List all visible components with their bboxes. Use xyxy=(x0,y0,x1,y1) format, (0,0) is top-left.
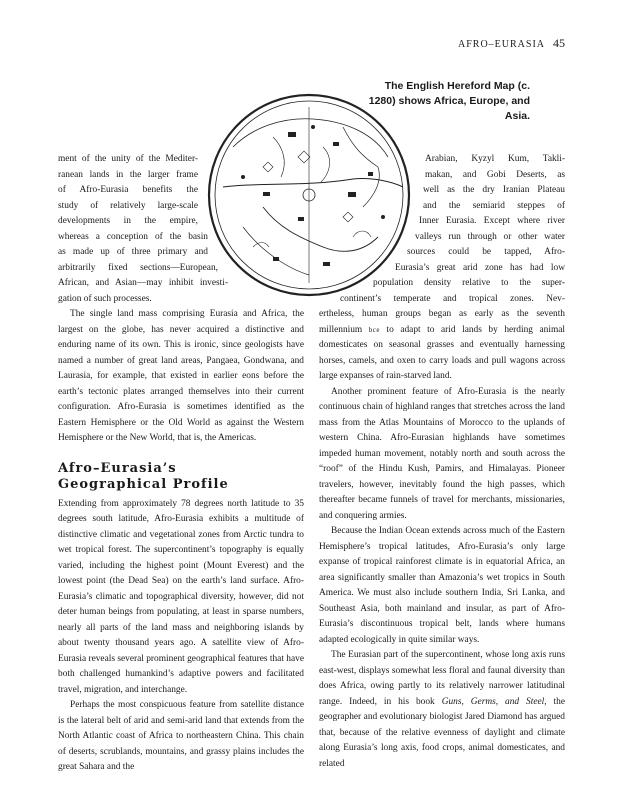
heading-line: Afro–Eurasia’s xyxy=(58,460,177,476)
paragraph: Because the Indian Ocean extends across much of the Eastern Hemisphere’s tropical latitudes, Afro-Eurasia’s only large expanse of tropical rainforest climate is in equatorial Africa, an area significantly smaller than Amazonia’s wet tropics in South America. We must also include southern India, Sri Lanka, and Southeast Asia, both mainland and insular, as part of Afro-Eurasia’s discontinuous tropical belt, lands where humans adapted ecologically in quite similar ways. xyxy=(319,526,565,645)
text-run: the geographer and evolutionary biologist Jared Diamond has argued that, because of the relative evenness of daylight and climate along Eurasia’s long axis, food crops, animal domesticates, and related xyxy=(319,696,566,769)
page-number: 45 xyxy=(553,36,565,50)
running-title: AFRO–EURASIA xyxy=(457,39,545,50)
text-line: of Afro-Eurasia benefits the xyxy=(58,185,198,195)
paragraph: The single land mass comprising Eurasia and Africa, the largest on the globe, has never acquired a distinctive and enduring name of its own. This is ironic, since geologists have named a number of great land areas, Pangaea, Gondwana, and Laurasia, for example, that existed in earlier eons before the earth’s tectonic plates arranged themselves into their current configuration. Afro-Eurasia is sometimes identified as the Eastern Hemisphere or the Old World as against the Western Hemisphere or the New World, that is, the Americas. xyxy=(58,309,304,443)
text-line: makan, and Gobi Deserts, as xyxy=(425,169,565,180)
text-line: Eurasia’s great arid zone has had low xyxy=(395,262,565,273)
paragraph: Perhaps the most conspicuous feature from satellite distance is the lateral belt of arid and semi-arid land that extends from the North Atlantic coast of Africa to northeastern China. This chain of deserts, scrublands, mountains, and grassy plains includes the great Sahara and the xyxy=(58,700,304,772)
text-line: and the semiarid steppes of xyxy=(423,200,565,211)
text-line: continent’s temperate and tropical zones. Nev- xyxy=(340,293,565,304)
text-run: The Eurasian part of the supercontinent, whose long axis runs east-west, displays somewhat less floral and faunal diversity than does Africa, owing partly to its relatively narrower latitudinal range. Indeed, in his book xyxy=(319,650,565,707)
era-abbreviation: bce xyxy=(368,325,380,334)
text-line: study of relatively large-scale xyxy=(58,200,198,211)
section-heading xyxy=(58,461,304,493)
heading-line: Geographical Profile xyxy=(58,476,229,492)
book-title: Guns, Germs, and Steel, xyxy=(441,696,547,707)
running-head xyxy=(458,36,565,51)
text-line: as made up of three primary and xyxy=(58,247,208,257)
paragraph xyxy=(319,648,565,772)
paragraph xyxy=(319,307,565,385)
text-line: ranean lands in the larger frame xyxy=(58,169,198,180)
paragraph: Extending from approximately 78 degrees north latitude to 35 degrees south latitude, Afro-Eurasia exhibits a multitude of distinctive climatic and vegetational zones from Arctic tundra to wet tropical forest. The supercontinent’s topography is equally varied, including the highest point (Mount Everest) and the lowest point (the Dead Sea) on the earth’s land surface. Afro-Eurasia’s climatic and topographical diversity, however, did not deter human beings from populating, at least in sparse numbers, nearly all parts of the land mass and neighboring islands by about twenty thousand years ago. A satellite view of Afro-Eurasia reveals several prominent geographical features that have both challenged humankind’s adaptive powers and facilitated travel, migration, and interchange. xyxy=(58,498,304,695)
paragraph: Another prominent feature of Afro-Eurasia is the nearly continuous chain of highland ranges that stretches across the land mass from the Atlas Mountains of Morocco to the uplands of western China. Afro-Eurasian highlands have sometimes impeded human movement, notably north and south across the “roof” of the Hindu Kush, Pamirs, and Himalayas. Pioneer travelers, however, inevitably found the high passes, which thereafter became funnels of travel for merchants, missionaries, and conquering armies. xyxy=(319,386,565,521)
text-line: gation of such processes. xyxy=(58,293,152,304)
text-line: arbitrarily fixed sections—European, xyxy=(58,262,218,273)
text-line: whereas a conception of the basin xyxy=(58,231,208,242)
text-line: valleys run through or other water xyxy=(415,231,565,242)
right-column xyxy=(319,152,565,772)
text-line: well as the dry Iranian Plateau xyxy=(423,185,565,195)
text-line: African, and Asian—may inhibit investi- xyxy=(58,278,228,288)
wrap-text-block xyxy=(319,152,565,307)
left-column xyxy=(58,152,304,776)
text-line: Inner Eurasia. Except where river xyxy=(419,216,565,226)
figure-caption: The English Hereford Map (c. 1280) shows Africa, Europe, and Asia. xyxy=(368,80,530,122)
text-run: to adapt to arid lands by herding animal domesticates on seasonal grasses and eventually harnessing horses, camels, and oxen to carry loads and pull wagons across large expanses of rain-starved land. xyxy=(319,324,565,381)
text-line: sources could be tapped, Afro- xyxy=(407,247,565,257)
text-line: ment of the unity of the Mediter- xyxy=(58,154,198,164)
text-line: developments in the empire, xyxy=(58,216,198,226)
text-run: ertheless, human groups began as early as the seventh millennium xyxy=(319,309,565,335)
text-line: population density relative to the super- xyxy=(373,278,565,288)
wrap-text-block xyxy=(58,152,304,307)
text-line: Arabian, Kyzyl Kum, Takli- xyxy=(425,154,565,164)
